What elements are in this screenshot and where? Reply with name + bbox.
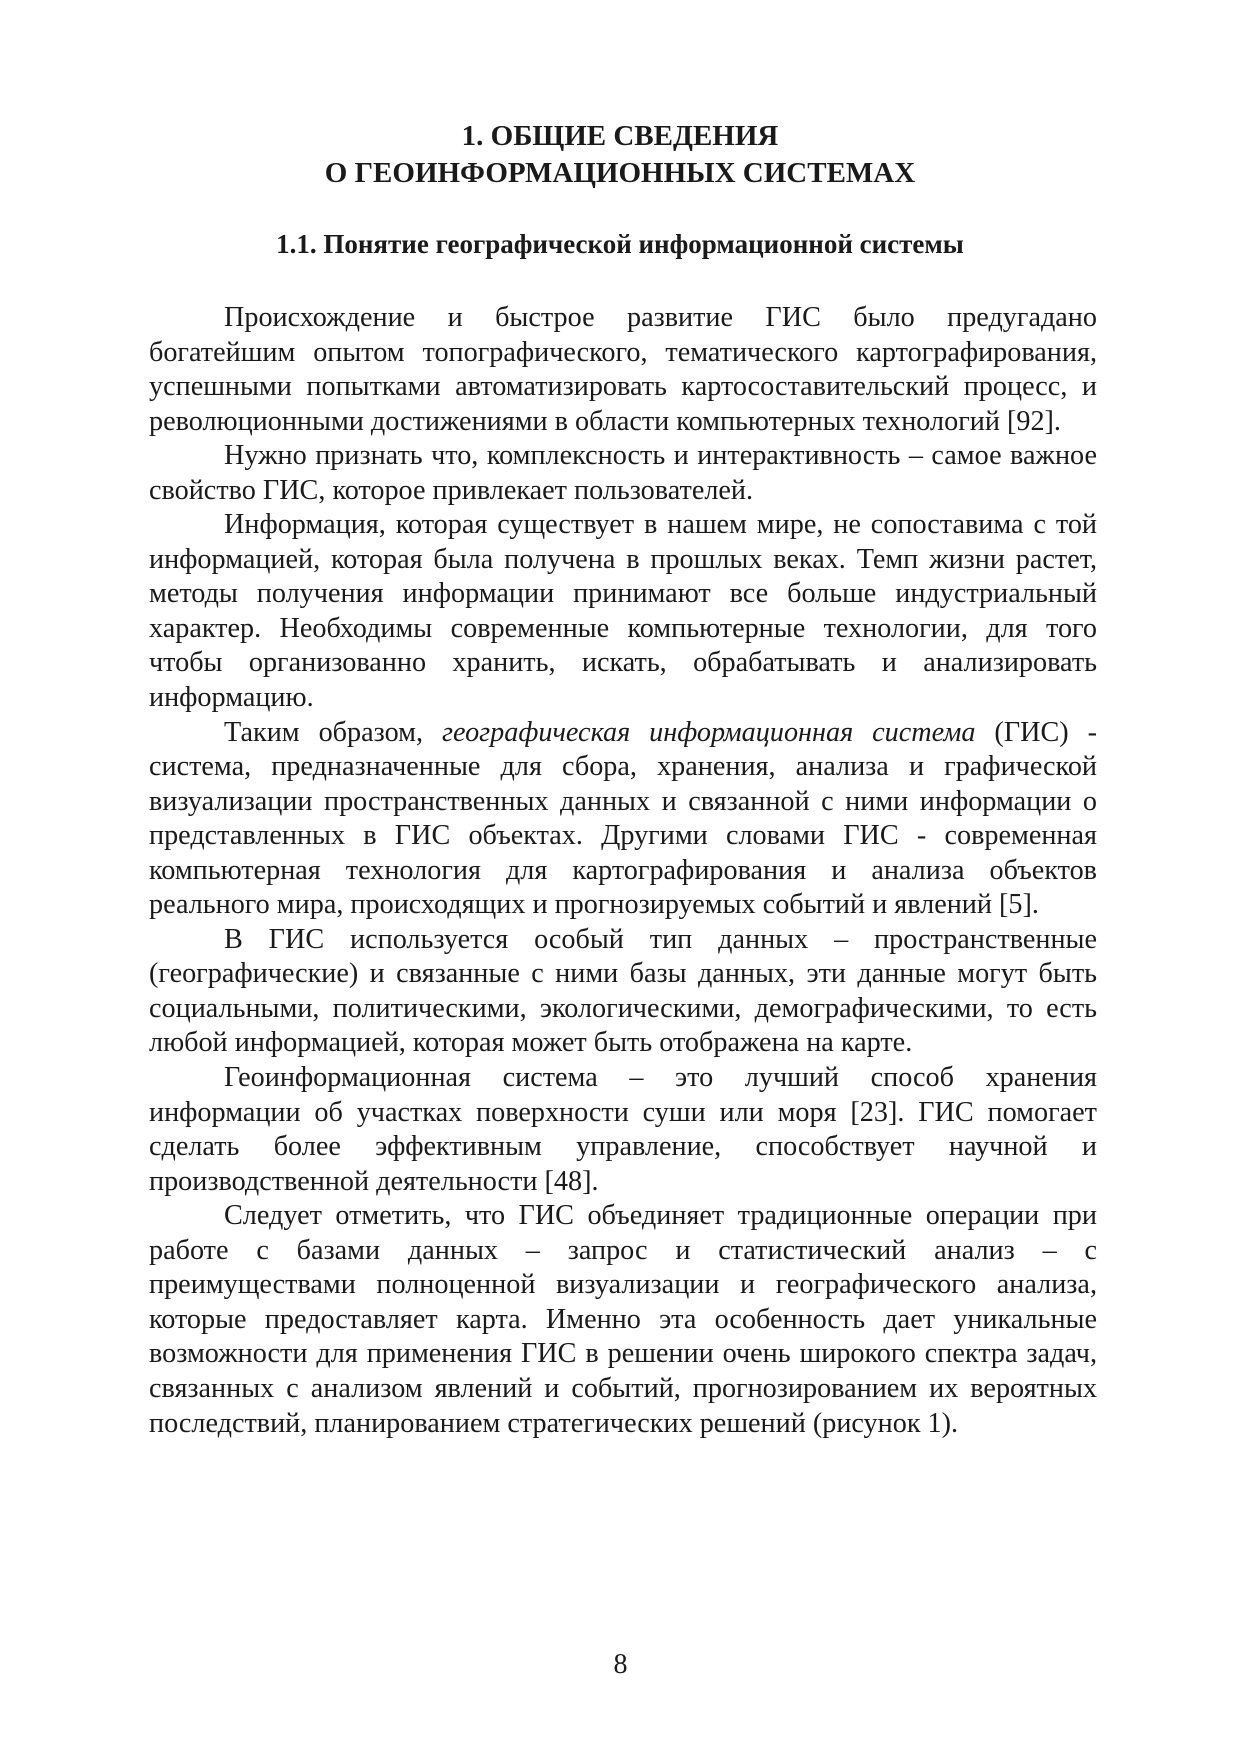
paragraph-6: Геоинформационная система – это лучший способ хранения информации об участках поверхности суши или моря [23]. ГИС помогает сделать более эффективным управление, способствует научной и производственной деятельности [48]. [149, 1062, 1097, 1197]
gis-definition-term: географическая информационная система [441, 716, 976, 748]
paragraph-7: Следует отметить, что ГИС объединяет традиционные операции при работе с базами данных – запрос и статистический анализ – с преимуществами полноценной визуализации и географического анализа, которые предоставляет карта. Именно эта особенность дает уникальные возможности для применения ГИС в решении очень широкого спектра задач, связанных с анализом явлений и событий, прогнозированием их вероятных последствий, планированием стратегических решений (рисунок 1). [149, 1200, 1097, 1439]
section-title: 1.1. Понятие географической информационной системы [276, 229, 964, 259]
paragraph-1: Происхождение и быстрое развитие ГИС было предугадано богатейшим опытом топографического, тематического картографирования, успешными попытками автоматизировать картосоставительский процесс, и революционными достижениями в области компьютерных технологий [92]. [149, 302, 1097, 437]
paragraph-3: Информация, которая существует в нашем мире, не сопоставима с той информацией, которая была получена в прошлых веках. Темп жизни растет, методы получения информации принимают все больше индустриальный характер. Необходимы современные компьютерные технологии, для того чтобы организованно хранить, искать, обрабатывать и анализировать информацию. [149, 509, 1097, 714]
paragraph-4 [149, 716, 1097, 923]
paragraph-4-lead: Таким образом, [224, 716, 442, 748]
chapter-title-line-2: О ГЕОИНФОРМАЦИОННЫХ СИСТЕМАХ [324, 157, 916, 189]
paragraph-4-rest: (ГИС) - система, предназначенные для сбора, хранения, анализа и графической визуализации пространственных данных и связанной с ними информации о представленных в ГИС объектах. Другими словами ГИС - современная компьютерная технология для картографирования и анализа объектов реального мира, происходящих и прогнозируемых событий и явлений [5]. [149, 716, 1097, 921]
paragraph-5: В ГИС используется особый тип данных – пространственные (географические) и связанные с ними базы данных, эти данные могут быть социальными, политическими, экологическими, демографическими, то есть любой информацией, которая может быть отображена на карте. [149, 923, 1097, 1059]
chapter-title [150, 118, 1090, 192]
paragraph-2: Нужно признать что, комплексность и интерактивность – самое важное свойство ГИС, которое привлекает пользователей. [149, 440, 1097, 506]
body-text [149, 301, 1097, 1441]
page-number: 8 [613, 1649, 628, 1680]
chapter-title-line-1: 1. ОБЩИЕ СВЕДЕНИЯ [461, 120, 779, 152]
